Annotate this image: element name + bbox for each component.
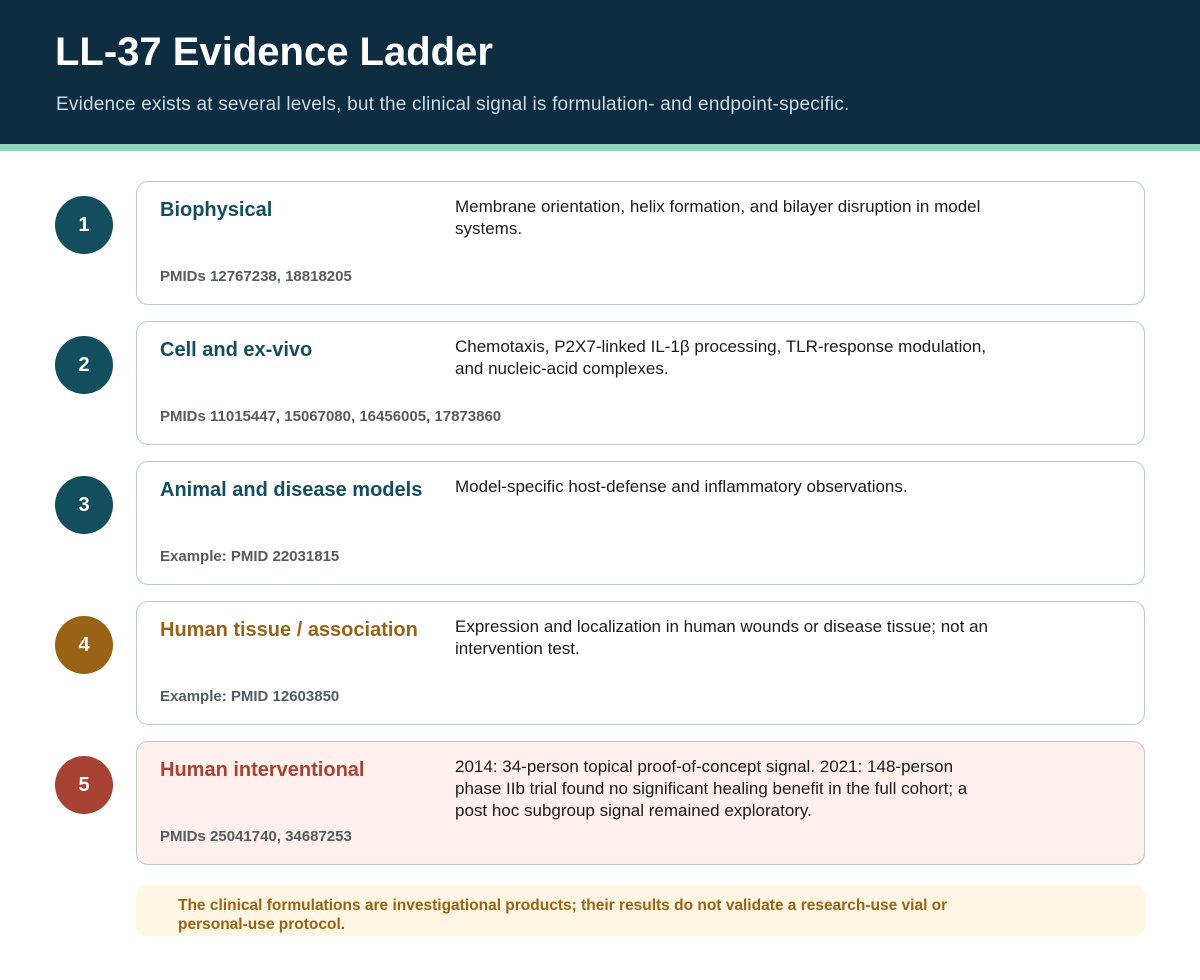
level-number-badge: 5: [55, 756, 113, 814]
level-reference: Example: PMID 22031815: [160, 548, 340, 565]
evidence-level-row: [0, 601, 1200, 725]
evidence-level-row: [0, 741, 1200, 865]
level-number-badge: 1: [55, 196, 113, 254]
level-description: Expression and localization in human wounds or disease tissue; not an intervention test.: [455, 617, 988, 658]
level-title: Cell and ex-vivo: [160, 339, 313, 361]
level-title: Biophysical: [160, 199, 273, 221]
level-description: Model-specific host-defense and inflammatory observations.: [455, 477, 908, 496]
evidence-level-row: [0, 181, 1200, 305]
level-reference: PMIDs 11015447, 15067080, 16456005, 17873860: [160, 408, 502, 425]
level-reference: Example: PMID 12603850: [160, 688, 340, 705]
level-number-badge: 3: [55, 476, 113, 534]
level-title: Animal and disease models: [160, 479, 423, 501]
disclaimer-note: [136, 885, 1145, 936]
evidence-level-card: [136, 181, 1145, 305]
evidence-level-card: [136, 741, 1145, 865]
level-description: Membrane orientation, helix formation, and bilayer disruption in model systems.: [455, 197, 981, 238]
evidence-level-row: [0, 321, 1200, 445]
level-title: Human tissue / association: [160, 619, 418, 641]
level-reference: PMIDs 25041740, 34687253: [160, 828, 352, 845]
header-banner: [0, 0, 1200, 144]
page-subtitle: Evidence exists at several levels, but the clinical signal is formulation- and endpoint-specific.: [56, 94, 850, 115]
disclaimer-text: The clinical formulations are investigational products; their results do not validate a research-use vial or personal-use protocol.: [178, 897, 948, 933]
level-description: Chemotaxis, P2X7-linked IL-1β processing, TLR-response modulation, and nucleic-acid complexes.: [455, 337, 987, 378]
evidence-level-row: [0, 461, 1200, 585]
header-accent-rule: [0, 144, 1200, 151]
evidence-level-card: [136, 461, 1145, 585]
level-number-badge: 2: [55, 336, 113, 394]
level-number-badge: 4: [55, 616, 113, 674]
page-title: LL-37 Evidence Ladder: [55, 30, 493, 74]
evidence-level-card: [136, 601, 1145, 725]
level-reference: PMIDs 12767238, 18818205: [160, 268, 352, 285]
evidence-level-card: [136, 321, 1145, 445]
level-description: 2014: 34-person topical proof-of-concept signal. 2021: 148-person phase IIb trial found no significant healing benefit in the full cohort; a post hoc subgroup signal remained exploratory.: [455, 757, 968, 820]
level-title: Human interventional: [160, 759, 365, 781]
